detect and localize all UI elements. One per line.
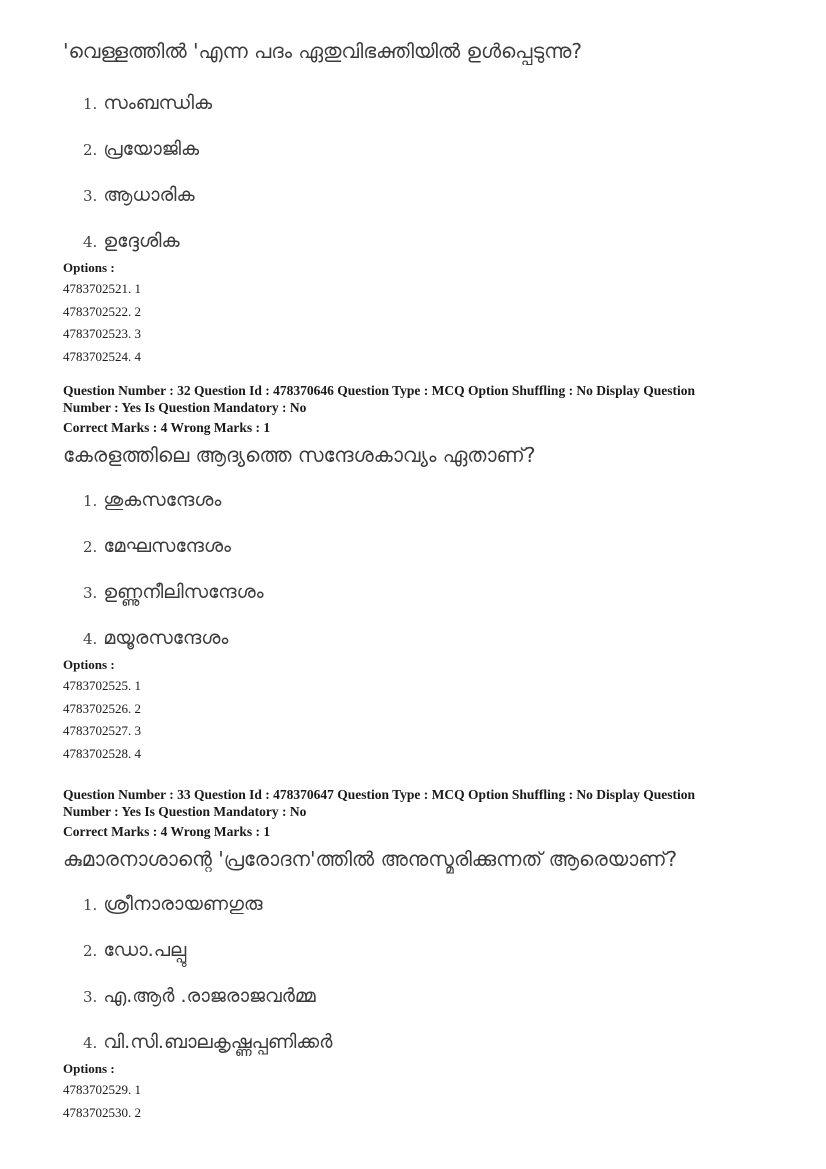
choice-1: 1. ശ്രീനാരായണഗുരു (83, 893, 263, 915)
option-id-row: 4783702525. 1 (63, 678, 141, 693)
question-block-32 (63, 382, 763, 765)
choice-4: 4. വി.സി.ബാലകൃഷ്ണപ്പണിക്കർ (83, 1031, 333, 1053)
question-text: 'വെള്ളത്തിൽ 'എന്ന പദം ഏതുവിഭക്തിയിൽ ഉൾപ്പെടുന്നു? (63, 39, 583, 63)
option-id-row: 4783702529. 1 (63, 1082, 141, 1097)
choice-1: 1. സംബന്ധിക (83, 92, 213, 114)
option-id-row: 4783702530. 2 (63, 1104, 141, 1120)
question-text: കുമാരനാശാന്റെ 'പ്രരോദന'ത്തിൽ അനുസ്മരിക്കുന്നത് ആരെയാണ്? (63, 847, 678, 871)
choice-3: 3. ആധാരിക (83, 184, 195, 206)
choice-2: 2. പ്രയോജിക (83, 138, 200, 160)
option-id-row: 4783702523. 3 (63, 326, 141, 341)
choice-4: 4. മയൂരസന്ദേശം (83, 627, 229, 649)
question-meta-line: Number : Yes Is Question Mandatory : No (63, 400, 307, 415)
options-label: Options : (63, 260, 115, 275)
option-id-row: 4783702522. 2 (63, 303, 141, 319)
question-meta-line: Number : Yes Is Question Mandatory : No (63, 804, 307, 819)
question-meta-line: Question Number : 32 Question Id : 478370646 Question Type : MCQ Option Shuffling : No Display Question (63, 383, 695, 398)
choice-4: 4. ഉദ്ദേശിക (83, 230, 180, 252)
option-id-row: 4783702527. 3 (63, 723, 141, 738)
option-id-row: 4783702521. 1 (63, 281, 141, 296)
marks-line: Correct Marks : 4 Wrong Marks : 1 (63, 420, 271, 435)
question-text: കേരളത്തിലെ ആദ്യത്തെ സന്ദേശകാവ്യം ഏതാണ്? (63, 443, 536, 467)
choice-3: 3. ഉണ്ണുനീലിസന്ദേശം (83, 581, 264, 603)
choice-3: 3. എ.ആർ .രാജരാജവർമ്മ (83, 985, 316, 1007)
options-label: Options : (63, 1061, 115, 1076)
option-id-row: 4783702528. 4 (63, 745, 141, 761)
choice-2: 2. ഡോ.പല്പു (83, 939, 187, 961)
option-id-row: 4783702526. 2 (63, 700, 141, 716)
question-meta-line: Question Number : 33 Question Id : 478370647 Question Type : MCQ Option Shuffling : No Display Question (63, 787, 695, 802)
choice-1: 1. ശുകസന്ദേശം (83, 489, 222, 511)
choice-2: 2. മേഘസന്ദേശം (83, 535, 232, 557)
question-block-31 (63, 32, 763, 368)
options-label: Options : (63, 657, 115, 672)
option-id-row: 4783702524. 4 (63, 348, 141, 364)
question-block-33 (63, 786, 763, 1124)
marks-line: Correct Marks : 4 Wrong Marks : 1 (63, 824, 271, 839)
